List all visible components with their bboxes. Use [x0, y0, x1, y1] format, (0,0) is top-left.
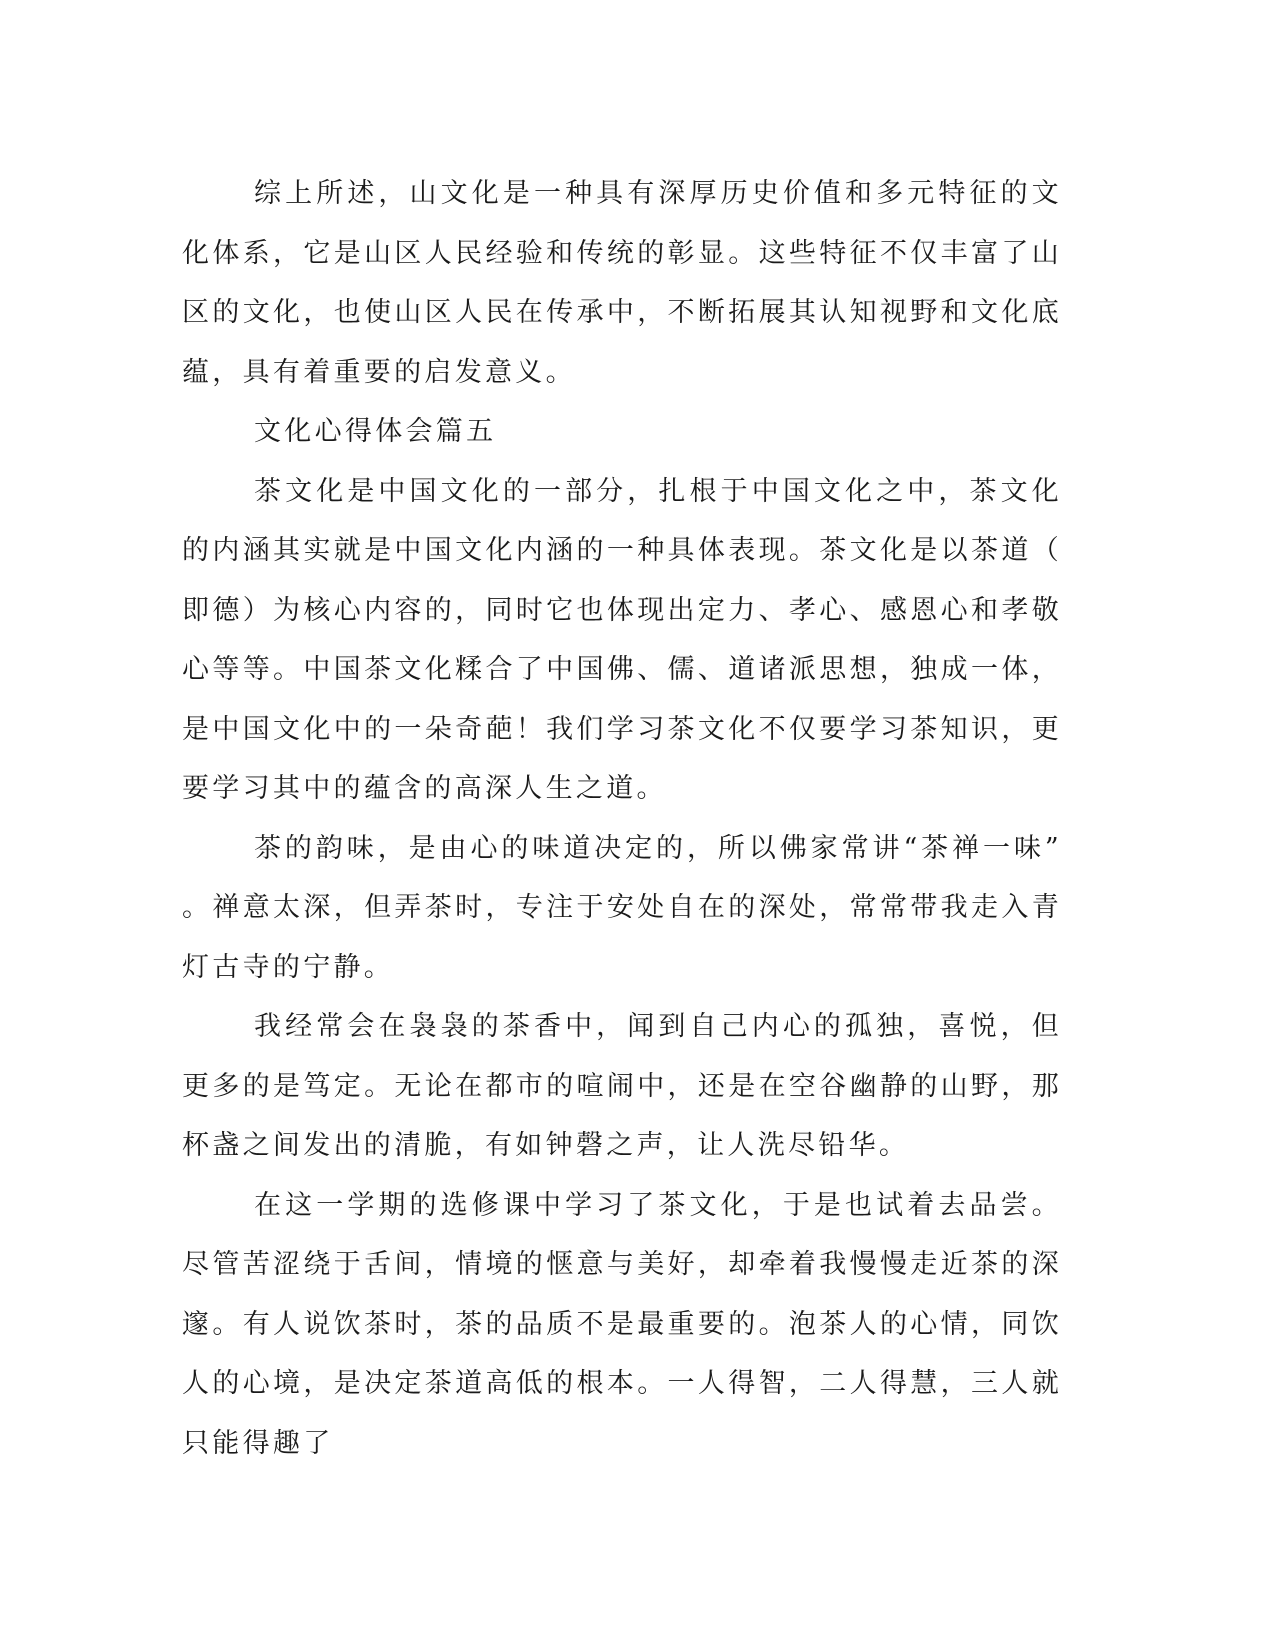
- paragraph-elective-course: 在这一学期的选修课中学习了茶文化，于是也试着去品尝。尽管苦涩绕于舌间，情境的惬意与美好，却牵着我慢慢走近茶的深邃。有人说饮茶时，茶的品质不是最重要的。泡茶人的心情，同饮人的心境，是决定茶道高低的根本。一人得智，二人得慧，三人就只能得趣了: [182, 1189, 1062, 1459]
- paragraph-tea-flavor: 茶的韵味，是由心的味道决定的，所以佛家常讲“茶禅一味”。禅意太深，但弄茶时，专注于安处自在的深处，常常带我走入青灯古寺的宁静。: [182, 832, 1062, 983]
- section-heading: 文化心得体会篇五: [254, 416, 497, 447]
- paragraph-tea-culture: 茶文化是中国文化的一部分，扎根于中国文化之中，茶文化的内涵其实就是中国文化内涵的一种具体表现。茶文化是以茶道（即德）为核心内容的，同时它也体现出定力、孝心、感恩心和孝敬心等等。中国茶文化糅合了中国佛、儒、道诸派思想，独成一体，是中国文化中的一朵奇葩！我们学习茶文化不仅要学习茶知识，更要学习其中的蕴含的高深人生之道。: [182, 475, 1062, 804]
- paragraph-tea-fragrance: 我经常会在袅袅的茶香中，闻到自己内心的孤独，喜悦，但更多的是笃定。无论在都市的喧闹中，还是在空谷幽静的山野，那杯盏之间发出的清脆，有如钟磬之声，让人洗尽铅华。: [182, 1011, 1062, 1161]
- paragraph-summary: 综上所述，山文化是一种具有深厚历史价值和多元特征的文化体系，它是山区人民经验和传统的彰显。这些特征不仅丰富了山区的文化，也使山区人民在传承中，不断拓展其认知视野和文化底蕴，具有着重要的启发意义。: [182, 178, 1062, 388]
- document-page: [182, 164, 1062, 1473]
